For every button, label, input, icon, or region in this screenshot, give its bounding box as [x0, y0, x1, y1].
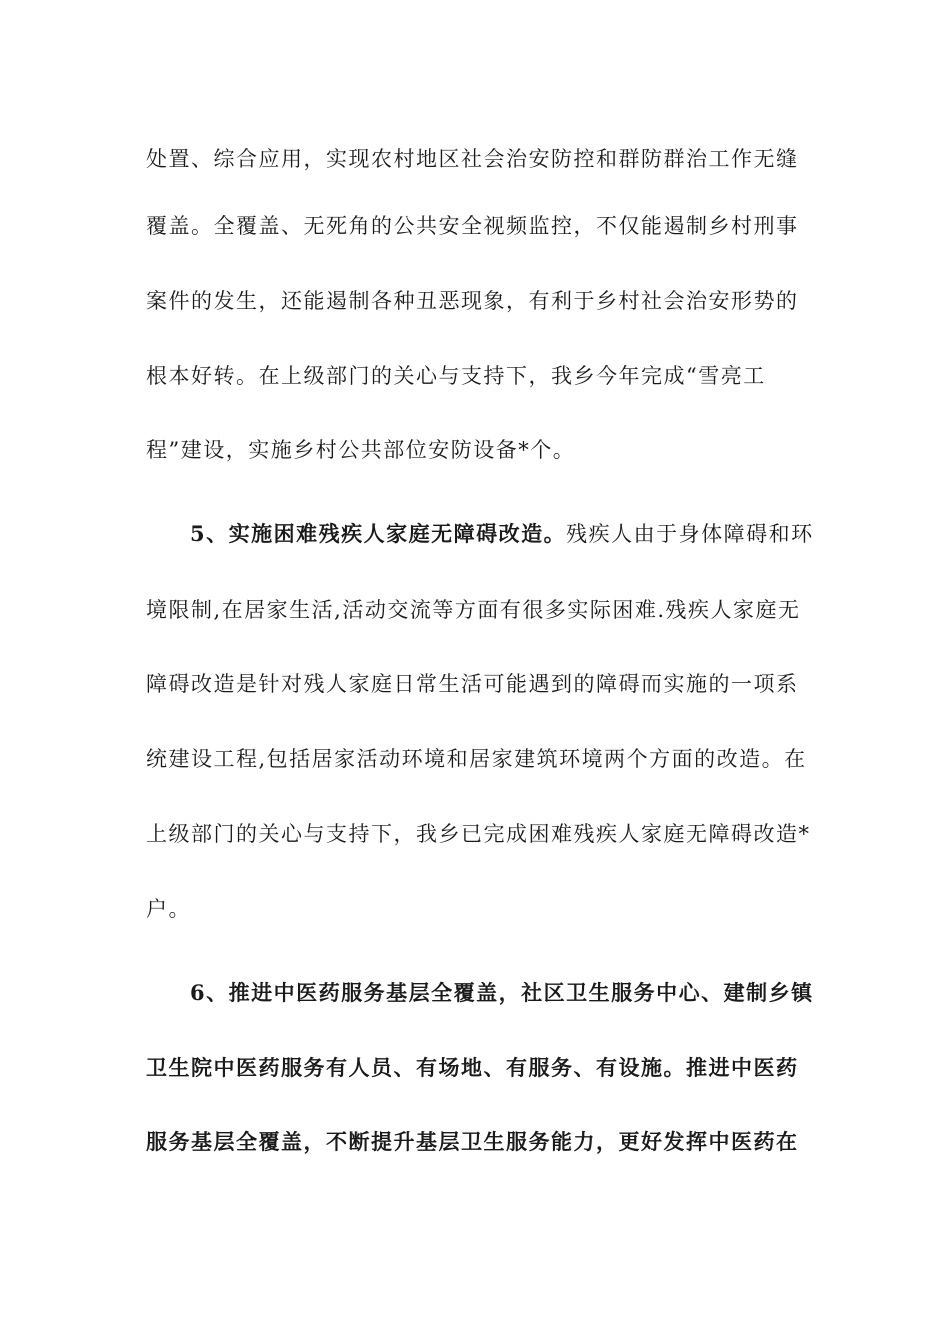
- paragraph-1-line-4: 根本好转。在上级部门的关心与支持下，我乡今年完成“雪亮工: [146, 364, 766, 388]
- paragraph-2-line-6: 户。: [146, 897, 191, 921]
- paragraph-2-line-4: 统建设工程,包括居家活动环境和居家建筑环境两个方面的改造。在: [146, 747, 807, 771]
- section-6-heading-line-1: 6、推进中医药服务基层全覆盖，社区卫生服务中心、建制乡镇: [190, 980, 814, 1005]
- paragraph-1-line-2: 覆盖。全覆盖、无死角的公共安全视频监控，不仅能遏制乡村刑事: [146, 214, 799, 238]
- paragraph-2-first-line-text: 残疾人由于身体障碍和环: [566, 522, 814, 546]
- paragraph-1-line-1: 处置、综合应用，实现农村地区社会治安防控和群防群治工作无缝: [146, 147, 799, 171]
- paragraph-1-line-5: 程”建设，实施乡村公共部位安防设备*个。: [146, 438, 576, 462]
- paragraph-2-line-3: 障碍改造是针对残人家庭日常生活可能遇到的障碍而实施的一项系: [146, 672, 799, 696]
- paragraph-2-line-1: [190, 521, 814, 546]
- paragraph-2-line-5: 上级部门的关心与支持下，我乡已完成困难残疾人家庭无障碍改造*: [146, 822, 811, 846]
- paragraph-2-line-2: 境限制,在居家生活,活动交流等方面有很多实际困难.残疾人家庭无: [146, 598, 801, 622]
- section-5-heading: 5、实施困难残疾人家庭无障碍改造。: [190, 521, 567, 546]
- section-6-heading-line-2: 卫生院中医药服务有人员、有场地、有服务、有设施。推进中医药: [146, 1055, 799, 1080]
- paragraph-1-line-3: 案件的发生，还能遏制各种丑恶现象，有利于乡村社会治安形势的: [146, 289, 799, 313]
- section-6-heading-line-3: 服务基层全覆盖，不断提升基层卫生服务能力，更好发挥中医药在: [146, 1129, 799, 1154]
